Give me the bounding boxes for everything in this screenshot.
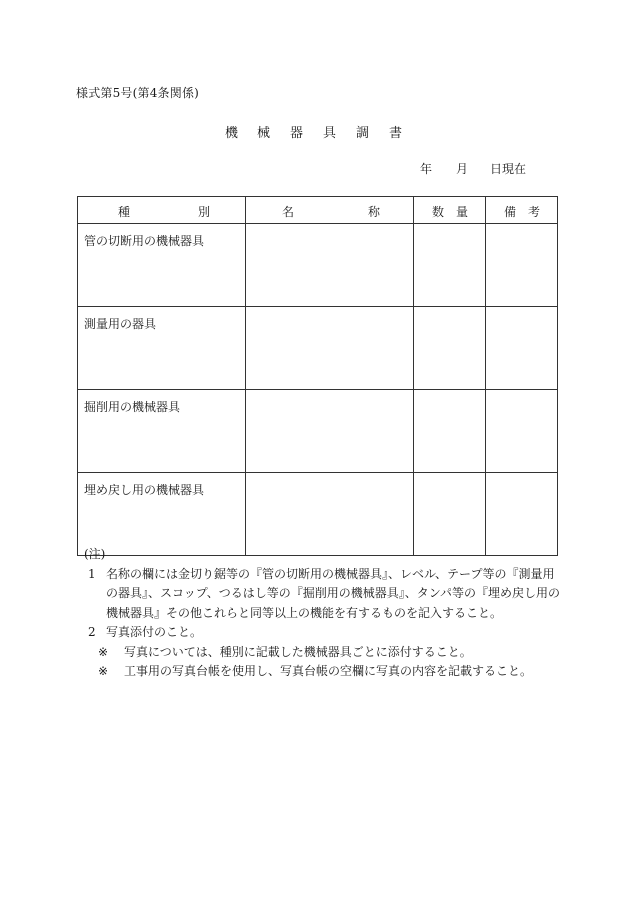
note-number: 2 xyxy=(88,625,96,639)
notes-heading: (注) xyxy=(84,547,106,561)
name-cell[interactable] xyxy=(246,473,414,556)
kind-cell: 測量用の器具 xyxy=(78,307,246,390)
name-cell[interactable] xyxy=(246,224,414,307)
title-char: 具 xyxy=(323,126,337,141)
remarks-cell[interactable] xyxy=(486,473,558,556)
quantity-cell[interactable] xyxy=(414,224,486,307)
title-char: 器 xyxy=(290,126,304,141)
quantity-cell[interactable] xyxy=(414,307,486,390)
note-text: 名称の欄には金切り鋸等の『管の切断用の機械器具』、レベル、テープ等の『測量用 xyxy=(106,566,555,581)
note-sub-item xyxy=(84,643,554,663)
note-item-1-cont xyxy=(84,584,560,604)
table-row xyxy=(78,307,558,390)
table-row xyxy=(78,473,558,556)
table-header-row xyxy=(78,197,558,224)
table-row xyxy=(78,224,558,307)
note-item-2 xyxy=(84,623,554,643)
title-char: 調 xyxy=(356,126,370,141)
note-item-1 xyxy=(84,565,554,585)
title-char: 械 xyxy=(257,126,271,141)
title-char: 書 xyxy=(389,126,403,141)
header-kind: 種 別 xyxy=(78,197,246,224)
month-label: 月 xyxy=(456,162,469,176)
header-name: 名 称 xyxy=(246,197,414,224)
note-text: 機械器具』その他これらと同等以上の機能を有するものを記入すること。 xyxy=(106,605,503,620)
reference-mark: ※ xyxy=(98,644,109,659)
header-quantity: 数 量 xyxy=(414,197,486,224)
note-text: 写真添付のこと。 xyxy=(106,625,203,639)
quantity-cell[interactable] xyxy=(414,473,486,556)
kind-cell: 管の切断用の機械器具 xyxy=(78,224,246,307)
kind-cell: 掘削用の機械器具 xyxy=(78,390,246,473)
note-text: 工事用の写真台帳を使用し、写真台帳の空欄に写真の内容を記載すること。 xyxy=(124,664,533,678)
note-number: 1 xyxy=(88,566,96,581)
notes-section xyxy=(84,545,560,682)
equipment-table xyxy=(77,196,558,556)
header-remarks: 備 考 xyxy=(486,197,558,224)
table-row xyxy=(78,390,558,473)
note-text: の器具』、スコップ、つるはし等の『掘削用の機械器具』、タンパ等の『埋め戻し用の xyxy=(106,586,560,600)
day-as-of-label: 日現在 xyxy=(490,162,527,176)
kind-cell: 埋め戻し用の機械器具 xyxy=(78,473,246,556)
quantity-cell[interactable] xyxy=(414,390,486,473)
title-char: 機 xyxy=(225,126,239,141)
note-sub-item xyxy=(84,662,554,682)
reference-mark: ※ xyxy=(98,664,109,678)
name-cell[interactable] xyxy=(246,390,414,473)
document-title xyxy=(0,122,630,140)
note-item-1-cont xyxy=(84,604,554,624)
remarks-cell[interactable] xyxy=(486,390,558,473)
date-line xyxy=(0,160,630,176)
note-text: 写真については、種別に記載した機械器具ごとに添付すること。 xyxy=(124,644,472,659)
year-label: 年 xyxy=(420,162,433,176)
name-cell[interactable] xyxy=(246,307,414,390)
remarks-cell[interactable] xyxy=(486,224,558,307)
remarks-cell[interactable] xyxy=(486,307,558,390)
form-number: 様式第5号(第4条関係) xyxy=(76,86,200,100)
